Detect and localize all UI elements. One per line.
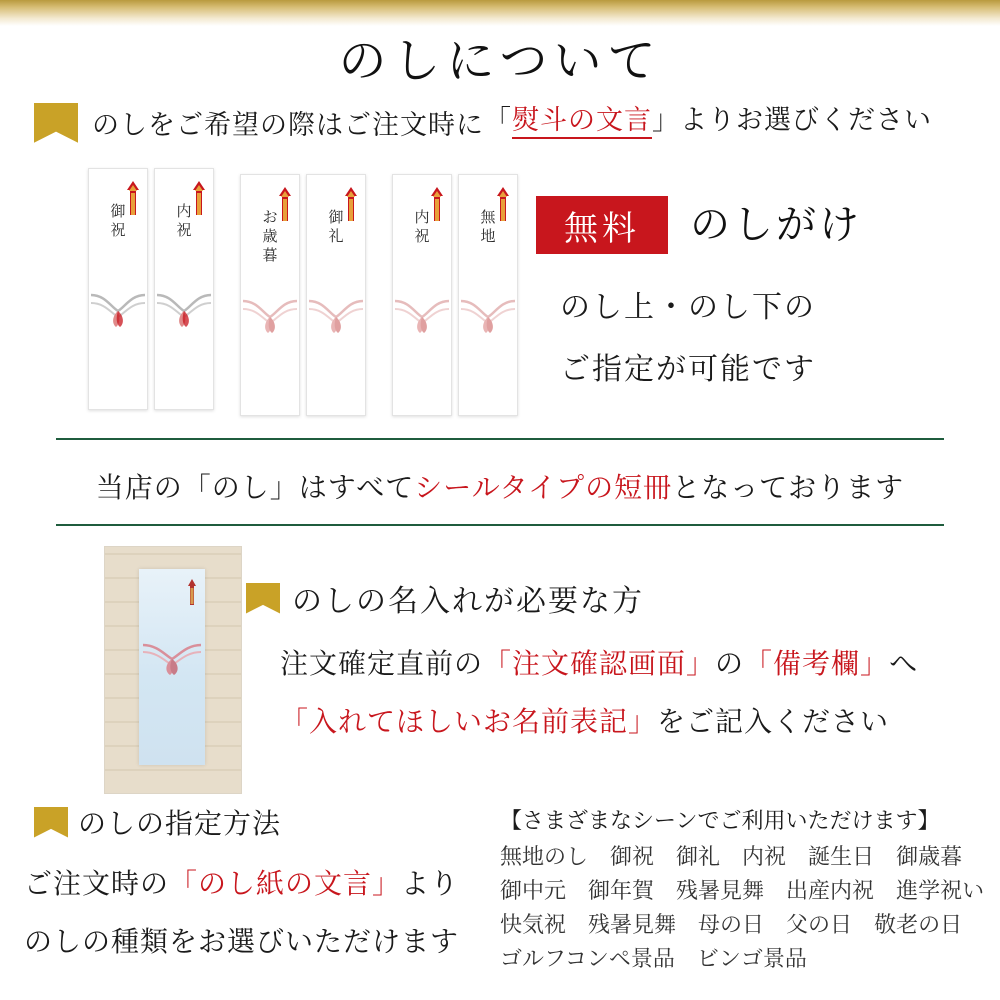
page-title: のしについて (338, 35, 662, 88)
name-section-line2 (280, 700, 889, 740)
ribbon-bullet-icon (246, 583, 280, 614)
scene-item: 父の日 (786, 912, 853, 937)
banner-highlight: シールタイプの短冊 (414, 473, 673, 504)
mizuhiki-knot-icon (459, 293, 517, 339)
scenes-title: 【さまざまなシーンでご利用いただけます】 (500, 808, 940, 833)
name-line1-quote2: 「備考欄」 (744, 649, 890, 680)
banner-prefix: 当店の「のし」はすべて (95, 473, 415, 504)
intro-prefix: のしをご希望の際はご注文時に (92, 110, 484, 141)
mizuhiki-knot-icon (155, 287, 213, 333)
intro-quote-open: 「 (484, 105, 512, 135)
free-badge: 無料 (536, 196, 668, 254)
banner-line (0, 466, 1000, 506)
ribbon-bullet-icon (34, 807, 68, 838)
divider-top (56, 438, 944, 440)
scene-item: 残暑見舞 (676, 878, 765, 903)
envelope-image (139, 569, 205, 765)
noshi-strip-label: 無 地 (480, 210, 496, 245)
noshi-strip (392, 174, 452, 416)
howto-heading-row (34, 802, 281, 842)
howto-heading: のしの指定方法 (78, 809, 282, 840)
scene-item: 御歳暮 (896, 844, 963, 869)
noshigake-line2: ご指定が可能です (560, 353, 816, 386)
scene-item: ゴルフコンペ景品 (500, 946, 675, 971)
mizuhiki-knot-icon (241, 293, 299, 339)
noshi-strip (306, 174, 366, 416)
scenes-list (500, 840, 1000, 976)
name-line1-quote1: 「注文確認画面」 (483, 649, 716, 680)
noshi-strip (458, 174, 518, 416)
noshi-strip-label: お 歳 暮 (262, 210, 278, 264)
howto-line1-a: ご注文時の (24, 869, 170, 900)
intro-line (34, 98, 984, 143)
scene-item: 御年賀 (588, 878, 655, 903)
scene-item: 出産内祝 (786, 878, 875, 903)
scenes-row (500, 908, 1000, 942)
scene-item: 内祝 (742, 844, 787, 869)
scene-item: 残暑見舞 (588, 912, 677, 937)
name-section-line1 (280, 642, 918, 682)
noshigake-heading: のしがけ (690, 202, 862, 247)
mizuhiki-knot-icon (393, 293, 451, 339)
scene-item: ビンゴ景品 (696, 946, 807, 971)
scenes-row (500, 840, 1000, 874)
scene-item: 御礼 (676, 844, 721, 869)
howto-line1 (24, 862, 459, 902)
noshigake-line1: のし上・のし下の (560, 291, 816, 324)
name-line1-b: の (715, 649, 745, 680)
name-line1-a: 注文確定直前の (280, 649, 484, 680)
name-line2-b: をご記入ください (657, 707, 890, 738)
noshi-strip-label: 内 祝 (414, 210, 430, 245)
intro-quote-close: 」 (652, 105, 680, 135)
scene-item: 無地のし (500, 844, 589, 869)
noshi-photo (104, 546, 242, 794)
scene-item: 進学祝い (896, 878, 985, 903)
banner-suffix: となっております (672, 473, 905, 504)
name-section-heading-row (246, 576, 644, 620)
scene-item: 御祝 (610, 844, 655, 869)
ribbon-bullet-icon (34, 103, 78, 143)
mizuhiki-knot-icon (89, 287, 147, 333)
howto-line1-quote: 「のし紙の文言」 (169, 869, 402, 900)
noshi-strip-label: 御 礼 (328, 210, 344, 245)
noshi-strip (240, 174, 300, 416)
scenes-row (500, 874, 1000, 908)
name-section-heading: のしの名入れが必要な方 (292, 585, 644, 618)
intro-highlight: 熨斗の文言 (512, 105, 652, 139)
scene-item: 母の日 (698, 912, 765, 937)
scene-item: 御中元 (500, 878, 567, 903)
intro-suffix: よりお選びください (680, 105, 932, 135)
name-line1-c: へ (889, 649, 919, 680)
scenes-row (500, 942, 1000, 976)
noshi-strip (88, 168, 148, 410)
scene-item: 誕生日 (808, 844, 875, 869)
divider-bottom (56, 524, 944, 526)
noshi-strip-label: 内 祝 (176, 204, 192, 239)
noshi-strip (154, 168, 214, 410)
noshi-strip-label: 御 祝 (110, 204, 126, 239)
name-line2-quote: 「入れてほしいお名前表記」 (280, 707, 658, 738)
scene-item: 敬老の日 (874, 912, 963, 937)
howto-line2: のしの種類をお選びいただけます (24, 927, 460, 958)
scene-item: 快気祝 (500, 912, 567, 937)
noshi-decoration-icon (187, 579, 197, 609)
howto-line1-b: より (401, 869, 460, 900)
mizuhiki-knot-icon (139, 637, 205, 677)
mizuhiki-knot-icon (307, 293, 365, 339)
